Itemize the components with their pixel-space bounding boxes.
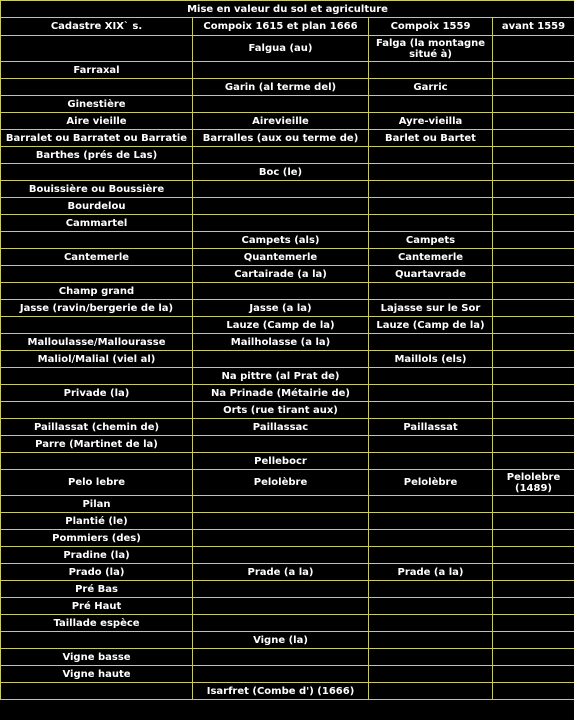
cell-cadastre: Barralet ou Barratet ou Barratie [1,130,193,147]
cell-cadastre: Privade (la) [1,385,193,402]
cell-avant-1559 [493,419,574,436]
cell-cadastre: Pilan [1,496,193,513]
cell-cadastre: Pelo lebre [1,470,193,496]
cell-compoix-1559: Barlet ou Bartet [369,130,493,147]
cell-avant-1559 [493,96,574,113]
cell-compoix-1559: Ayre-vieilla [369,113,493,130]
cell-compoix-1615 [193,666,369,683]
cell-compoix-1615 [193,198,369,215]
cell-compoix-1615: Mailholasse (a la) [193,334,369,351]
column-header-avant-1559: avant 1559 [493,18,574,36]
cell-compoix-1615 [193,649,369,666]
cell-compoix-1559 [369,164,493,181]
cell-avant-1559 [493,368,574,385]
cell-compoix-1559 [369,615,493,632]
cell-cadastre: Paillassat (chemin de) [1,419,193,436]
cell-compoix-1615: Garin (al terme del) [193,79,369,96]
cell-compoix-1615 [193,62,369,79]
cell-compoix-1559 [369,581,493,598]
cell-compoix-1559 [369,683,493,700]
cell-compoix-1559 [369,666,493,683]
cell-compoix-1615 [193,147,369,164]
table-row [1,632,574,649]
cell-cadastre: Vigne basse [1,649,193,666]
cell-compoix-1559 [369,530,493,547]
cell-compoix-1559: Falga (la montagne situé à) [369,36,493,62]
cell-cadastre: Bourdelou [1,198,193,215]
cell-cadastre: Taillade espèce [1,615,193,632]
cell-cadastre [1,79,193,96]
cell-compoix-1559: Quartavrade [369,266,493,283]
cell-compoix-1615 [193,96,369,113]
table-row [1,547,574,564]
cell-avant-1559 [493,62,574,79]
table-body [1,36,574,700]
table-row [1,215,574,232]
cell-cadastre [1,266,193,283]
cell-cadastre: Aire vieille [1,113,193,130]
cell-cadastre: Plantié (le) [1,513,193,530]
table-row [1,436,574,453]
table-row [1,496,574,513]
table-title: Mise en valeur du sol et agriculture [1,1,574,18]
table-row [1,79,574,96]
cell-compoix-1615 [193,283,369,300]
cell-avant-1559 [493,232,574,249]
cell-cadastre: Cammartel [1,215,193,232]
cell-compoix-1559 [369,385,493,402]
cell-avant-1559 [493,300,574,317]
cell-compoix-1615 [193,581,369,598]
cell-compoix-1615 [193,547,369,564]
cell-avant-1559 [493,530,574,547]
table-row [1,334,574,351]
cell-cadastre: Pré Bas [1,581,193,598]
cell-avant-1559 [493,215,574,232]
cell-cadastre: Jasse (ravin/bergerie de la) [1,300,193,317]
cell-compoix-1559 [369,198,493,215]
cell-cadastre: Pré Haut [1,598,193,615]
cell-compoix-1559 [369,436,493,453]
cell-cadastre: Pommiers (des) [1,530,193,547]
cell-compoix-1615: Barralles (aux ou terme de) [193,130,369,147]
cell-avant-1559 [493,547,574,564]
cell-avant-1559 [493,130,574,147]
table-row [1,581,574,598]
cell-compoix-1559 [369,402,493,419]
cell-avant-1559 [493,436,574,453]
cell-compoix-1615 [193,598,369,615]
cell-avant-1559: Pelolebre (1489) [493,470,574,496]
table-row [1,683,574,700]
cell-avant-1559 [493,164,574,181]
table-row [1,266,574,283]
cell-compoix-1615 [193,215,369,232]
table-row [1,453,574,470]
cell-compoix-1559 [369,215,493,232]
cell-compoix-1615: Pelolèbre [193,470,369,496]
table-row [1,181,574,198]
cell-compoix-1615 [193,436,369,453]
cell-compoix-1559: Pelolèbre [369,470,493,496]
table-row [1,598,574,615]
header-row [1,18,574,36]
cell-avant-1559 [493,283,574,300]
cell-avant-1559 [493,351,574,368]
cell-avant-1559 [493,385,574,402]
cell-avant-1559 [493,598,574,615]
cell-cadastre [1,453,193,470]
cell-compoix-1559 [369,632,493,649]
cell-compoix-1615: Campets (als) [193,232,369,249]
cell-compoix-1559 [369,513,493,530]
cell-compoix-1559: Lauze (Camp de la) [369,317,493,334]
cell-compoix-1559 [369,649,493,666]
table-row [1,649,574,666]
cell-avant-1559 [493,266,574,283]
cell-cadastre [1,683,193,700]
cell-cadastre: Farraxal [1,62,193,79]
cell-cadastre: Maliol/Malial (viel al) [1,351,193,368]
table-row [1,232,574,249]
cell-compoix-1559 [369,283,493,300]
cell-cadastre: Bouissière ou Boussière [1,181,193,198]
table-row [1,96,574,113]
cell-avant-1559 [493,198,574,215]
cell-cadastre [1,368,193,385]
cell-avant-1559 [493,581,574,598]
cell-avant-1559 [493,147,574,164]
table-row [1,300,574,317]
cell-compoix-1615 [193,496,369,513]
cell-avant-1559 [493,181,574,198]
cell-compoix-1615 [193,530,369,547]
cell-compoix-1559: Campets [369,232,493,249]
cell-compoix-1615 [193,615,369,632]
cell-compoix-1559 [369,147,493,164]
cell-compoix-1615: Vigne (la) [193,632,369,649]
column-header-cadastre: Cadastre XIX` s. [1,18,193,36]
cell-cadastre [1,402,193,419]
cell-compoix-1615: Na pittre (al Prat de) [193,368,369,385]
cell-compoix-1615: Prade (a la) [193,564,369,581]
table-row [1,470,574,496]
cell-cadastre: Champ grand [1,283,193,300]
cell-compoix-1559: Lajasse sur le Sor [369,300,493,317]
table-row [1,666,574,683]
cell-cadastre [1,232,193,249]
cell-compoix-1559: Garric [369,79,493,96]
table-row [1,36,574,62]
cell-compoix-1559 [369,453,493,470]
table-row [1,530,574,547]
cell-avant-1559 [493,79,574,96]
table-row [1,564,574,581]
table-row [1,368,574,385]
cell-cadastre [1,164,193,181]
cell-cadastre: Prado (la) [1,564,193,581]
cell-cadastre: Ginestière [1,96,193,113]
cell-compoix-1615: Cartairade (a la) [193,266,369,283]
cell-compoix-1559: Paillassat [369,419,493,436]
cell-cadastre [1,317,193,334]
cell-compoix-1615: Airevieille [193,113,369,130]
cell-avant-1559 [493,513,574,530]
cell-cadastre: Pradine (la) [1,547,193,564]
cell-compoix-1615: Paillassac [193,419,369,436]
column-header-compoix-1615: Compoix 1615 et plan 1666 [193,18,369,36]
cell-cadastre [1,36,193,62]
column-header-compoix-1559: Compoix 1559 [369,18,493,36]
table-row [1,283,574,300]
cell-compoix-1615: Falgua (au) [193,36,369,62]
cell-avant-1559 [493,496,574,513]
cell-compoix-1559: Cantemerle [369,249,493,266]
table-row [1,198,574,215]
cell-compoix-1615 [193,181,369,198]
cell-compoix-1615: Quantemerle [193,249,369,266]
cell-avant-1559 [493,666,574,683]
cell-avant-1559 [493,113,574,130]
cell-compoix-1615: Orts (rue tirant aux) [193,402,369,419]
cell-compoix-1559 [369,334,493,351]
cell-compoix-1559 [369,547,493,564]
cell-avant-1559 [493,632,574,649]
cell-cadastre: Cantemerle [1,249,193,266]
cell-compoix-1615: Isarfret (Combe d') (1666) [193,683,369,700]
cell-cadastre: Barthes (prés de Las) [1,147,193,164]
table-row [1,419,574,436]
table-row [1,147,574,164]
table-row [1,62,574,79]
cell-avant-1559 [493,564,574,581]
cell-avant-1559 [493,317,574,334]
table-row [1,249,574,266]
cell-compoix-1559 [369,368,493,385]
cell-avant-1559 [493,453,574,470]
cell-cadastre: Parre (Martinet de la) [1,436,193,453]
cell-compoix-1559 [369,598,493,615]
table-row [1,351,574,368]
cell-cadastre: Malloulasse/Mallourasse [1,334,193,351]
cell-avant-1559 [493,615,574,632]
cell-compoix-1559 [369,96,493,113]
cell-avant-1559 [493,402,574,419]
cell-avant-1559 [493,249,574,266]
table-row [1,385,574,402]
cell-compoix-1615 [193,351,369,368]
cell-avant-1559 [493,649,574,666]
cell-compoix-1615: Lauze (Camp de la) [193,317,369,334]
cell-compoix-1615: Jasse (a la) [193,300,369,317]
cell-cadastre: Vigne haute [1,666,193,683]
table-row [1,164,574,181]
cell-compoix-1559 [369,181,493,198]
table-row [1,615,574,632]
cell-avant-1559 [493,683,574,700]
cell-compoix-1559: Maillols (els) [369,351,493,368]
cell-compoix-1615: Boc (le) [193,164,369,181]
cell-avant-1559 [493,334,574,351]
table-row [1,113,574,130]
table-row [1,317,574,334]
table-row [1,402,574,419]
cell-compoix-1559: Prade (a la) [369,564,493,581]
cell-compoix-1615 [193,513,369,530]
cell-compoix-1559 [369,62,493,79]
cell-compoix-1559 [369,496,493,513]
cell-compoix-1615: Pellebocr [193,453,369,470]
cell-cadastre [1,632,193,649]
table-row [1,513,574,530]
cell-compoix-1615: Na Prinade (Métairie de) [193,385,369,402]
cell-avant-1559 [493,36,574,62]
table-row [1,130,574,147]
